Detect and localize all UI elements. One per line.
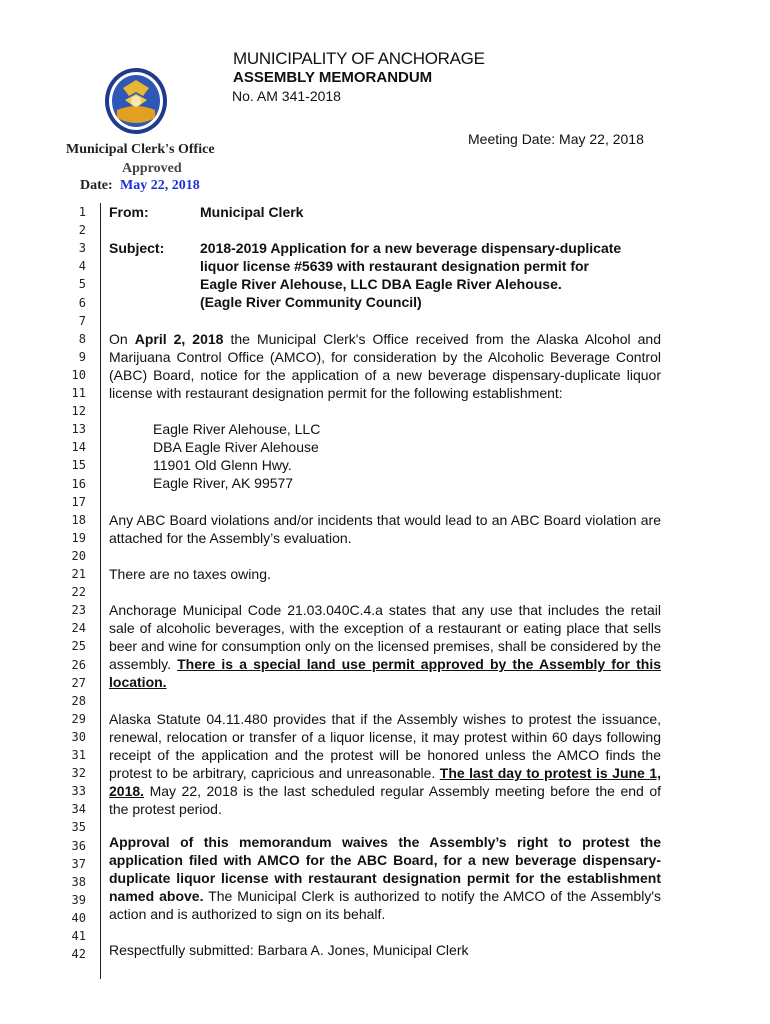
paragraph-approval: Approval of this memorandum waives the Assembly’s right to protest the application filed with AMCO for the ABC Board, for a new beverage dispensary-duplicate liquor license with restaurant designation permit for the establishment named above. The Municipal Clerk is authorized to notify the AMCO of the Assembly's action and is authorized to sign on its behalf. (109, 834, 661, 923)
line-number: 37 (71, 856, 86, 871)
stamp-date-value: May 22, 2018 (120, 178, 200, 193)
line-number: 24 (71, 621, 86, 636)
subject-line: liquor license #5639 with restaurant designation permit for (200, 258, 589, 275)
line-number: 20 (71, 548, 86, 563)
closing-signature: Respectfully submitted: Barbara A. Jones, Municipal Clerk (109, 942, 469, 958)
line-number: 29 (71, 711, 86, 726)
line-number: 25 (71, 639, 86, 654)
line-number: 41 (71, 929, 86, 943)
line-number: 15 (71, 458, 86, 473)
address-line: DBA Eagle River Alehouse (153, 439, 319, 456)
line-number: 23 (71, 603, 86, 618)
from-label: From: (109, 204, 149, 220)
address-line: 11901 Old Glenn Hwy. (153, 457, 292, 474)
stamp-approved: Approved (122, 161, 182, 176)
memo-number: No. AM 341-2018 (232, 88, 341, 104)
municipal-seal-icon (103, 66, 169, 136)
notice-date: April 2, 2018 (134, 331, 224, 347)
line-number: 17 (71, 494, 86, 509)
line-number: 6 (78, 295, 86, 310)
line-number: 36 (71, 838, 86, 853)
line-number: 40 (71, 910, 86, 925)
from-value: Municipal Clerk (200, 204, 304, 220)
line-number: 7 (78, 313, 86, 328)
subject-label: Subject: (109, 240, 165, 256)
paragraph-taxes: There are no taxes owing. (109, 566, 271, 582)
line-number: 5 (78, 277, 86, 292)
memo-title: MUNICIPALITY OF ANCHORAGE (233, 49, 485, 68)
line-number: 3 (78, 241, 86, 256)
subject-line: (Eagle River Community Council) (200, 294, 422, 311)
paragraph-statute: Alaska Statute 04.11.480 provides that if the Assembly wishes to protest the issuance, renewal, relocation or transfer of a liquor license, it may protest within 60 days following receipt of the application and the protest will be honored unless the AMCO finds the protest to be arbitrary, capricious and unreasonable. The last day to protest is June 1, 2018. May 22, 2018 is the last scheduled regular Assembly meeting before the end of the protest period. (109, 711, 661, 818)
protest-deadline: The last day to protest is June 1, 2018. (109, 765, 661, 800)
address-line: Eagle River Alehouse, LLC (153, 421, 321, 437)
line-number: 16 (71, 476, 86, 491)
address-line: Eagle River, AK 99577 (153, 475, 294, 492)
line-number: 9 (78, 349, 86, 364)
line-number-divider (100, 203, 101, 979)
establishment-address (153, 420, 553, 492)
line-number: 22 (71, 585, 86, 600)
land-use-note: There is a special land use permit approved by the Assembly for this location. (109, 656, 661, 691)
line-number: 21 (71, 567, 86, 581)
line-number: 39 (71, 892, 86, 907)
meeting-date: Meeting Date: May 22, 2018 (468, 131, 644, 147)
line-number: 38 (71, 874, 86, 889)
line-number: 33 (71, 784, 86, 799)
line-number: 13 (71, 422, 86, 437)
paragraph-violations: Any ABC Board violations and/or incidents that would lead to an ABC Board violation are attached for the Assembly’s evaluation. (109, 512, 661, 547)
line-number: 34 (71, 802, 86, 817)
line-number: 28 (71, 693, 86, 708)
line-number: 4 (78, 259, 86, 274)
stamp-office: Municipal Clerk's Office (66, 142, 215, 157)
subject-text (200, 239, 670, 311)
line-number: 14 (71, 440, 86, 455)
line-number: 30 (71, 729, 86, 744)
line-number: 27 (71, 675, 86, 690)
line-number: 19 (71, 530, 86, 545)
line-number: 18 (71, 512, 86, 527)
stamp-date-label: Date: (80, 178, 113, 193)
line-number: 31 (71, 748, 86, 762)
line-number: 35 (71, 820, 86, 835)
paragraph-notice: On April 2, 2018 the Municipal Clerk's Office received from the Alaska Alcohol and Marijuana Control Office (AMCO), for consideration by the Alcoholic Beverage Control (ABC) Board, notice for the application of a new beverage dispensary-duplicate liquor license with restaurant designation permit for the following establishment: (109, 331, 661, 402)
line-number: 12 (71, 404, 86, 419)
memo-subtitle: ASSEMBLY MEMORANDUM (233, 69, 433, 86)
subject-line: Eagle River Alehouse, LLC DBA Eagle River Alehouse. (200, 276, 562, 293)
line-number: 2 (78, 223, 86, 238)
line-number: 10 (71, 367, 86, 382)
subject-line: 2018-2019 Application for a new beverage dispensary-duplicate (200, 240, 622, 256)
line-number: 42 (71, 947, 86, 962)
line-number: 32 (71, 766, 86, 781)
paragraph-code: Anchorage Municipal Code 21.03.040C.4.a states that any use that includes the retail sale of alcoholic beverages, with the exception of a restaurant or eating place that sells beer and wine for consumption only on the licensed premises, shall be considered by the assembly. There is a special land use permit approved by the Assembly for this location. (109, 602, 661, 691)
line-number: 8 (78, 331, 86, 346)
line-number: 1 (78, 205, 86, 219)
line-number: 11 (71, 386, 86, 400)
line-number: 26 (71, 657, 86, 672)
